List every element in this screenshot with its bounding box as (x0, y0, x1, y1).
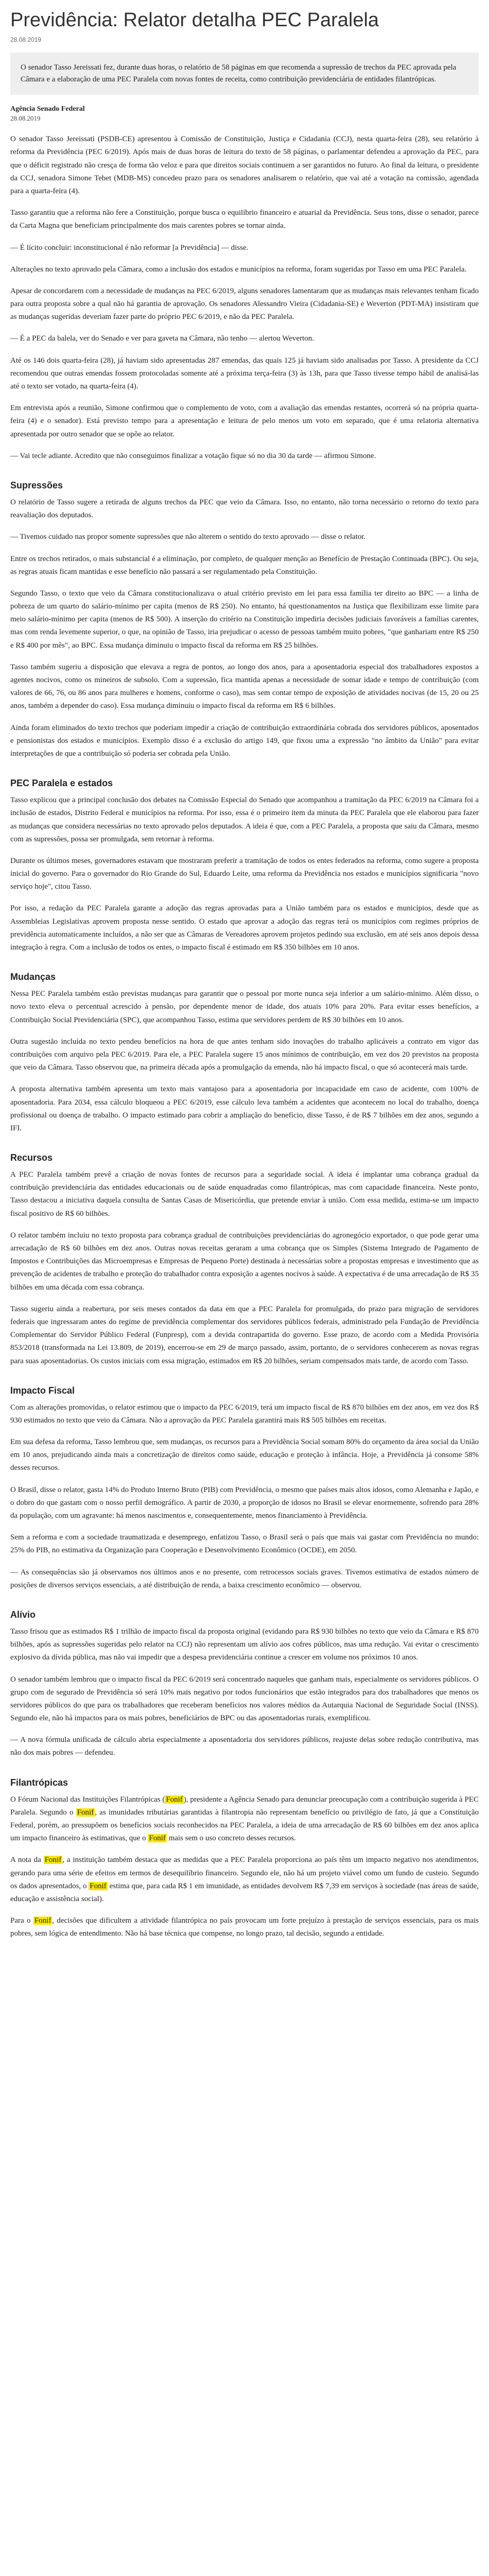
section-paragraph: Tasso frisou que as estimados R$ 1 trilhão de impacto fiscal da proposta original (evidando para R$ 930 bilhões no texto que veio da Câmara e R$ 870 bilhões, após as supressões sugeridas pelo relator na CCJ) não representam um alívio aos cofres públicos, mas uma redução. Vai evitar o crescimento explosivo da dívida pública, mas não vai impedir que a despesa previdenciária continue a crescer em volume nos próximos 10 anos. (10, 1627, 479, 1662)
section-heading: Impacto Fiscal (10, 1385, 75, 1396)
intro-paragraph: — Vai tecle adiante. Acredito que não conseguimos finalizar a votação fique só no dia 30 da tarde — afirmou Simone. (10, 451, 376, 460)
section-paragraph: O Brasil, disse o relator, gasta 14% do Produto Interno Bruto (PIB) com Previdência, o mesmo que países mais altos idosos, como Alemanha e Japão, e o dobro do que gastam com o nosso perfil demográfico. A partir de 2030, a proporção de idosos no Brasil se elevar enormemente, sofrendo para 28% da população, com um agravante: há menos nascimentos e, consequentemente, menos financiamento à Previdência. (10, 1485, 479, 1520)
section-paragraph: O Fórum Nacional das Instituições Filantrópicas ( Fonif ), presidente a Agência Senado para denunciar preocupação com a contribuição sugerida à PEC Paralela. Segundo o Fonif , as imunidades tributárias garantidas à filantropia não representam benefício ou privilégio de fato, já que a Constituição Federal, porém, ao pressupõem os benefícios sociais reconhecidos na PEC Paralela, a ideia de uma arrecadação de R$ 60 bilhões em dez anos aplica um impacto financeiro às estimativas, que o Fonif mais sem o uso concreto desses recursos. (10, 1795, 479, 1843)
section-paragraph: Outra sugestão incluída no texto pendeu benefícios na hora de que antes tenham sido inovações do trabalho aplicáveis a contrato em vigor das contribuições com arquivo pela PEC 6/2019. Para ele, a PEC Paralela sugere 15 anos mínimos de contribuição, em vez dos 20 previstos na proposta que veio da Câmara. Tasso observou que, na primeira década após a promulgação da emenda, não há impacto fiscal, o que só acontecerá mais tarde. (10, 1037, 479, 1072)
highlight-term: Fonif (149, 1834, 166, 1843)
article-byline: Agência Senado Federal (10, 105, 85, 113)
section-paragraph: Com as alterações promovidas, o relator estimou que o impacto da PEC 6/2019, terá um impacto fiscal de R$ 870 bilhões em dez anos, em vez dos R$ 930 estimados no texto que veio da Câmara. Não a aprovação da PEC Paralela garantirá mais R$ 505 bilhões em receitas. (10, 1403, 479, 1425)
section-heading: Supressões (10, 480, 63, 490)
section-paragraph: O relator também incluiu no texto proposta para cobrança gradual de contribuições previdenciárias do agronegócio exportador, o que pode gerar uma arrecadação de R$ 60 bilhões em dez anos. Outras novas receitas geraram a uma cobrança que os Simples (Sistema Integrado de Pagamento de Impostos e Contribuições das Microempresas e Empresas de Pequeno Porte) destinada à necessárias sobre a propostas empresas e investimento que as prevenção de acidentes de trabalho e proteção do trabalhador contra exposição a agentes nocivos à saúde. A expectativa é de uma arrecadação de R$ 35 bilhões em uma década com essa cobrança. (10, 1231, 479, 1292)
article-sections (10, 480, 479, 1941)
intro-paragraph: O senador Tasso Jereissati (PSDB-CE) apresentou à Comissão de Constituição, Justiça e Cidadania (CCJ), nesta quarta-feira (28), seu relatório à reforma da Previdência (PEC 6/2019). Após mais de duas horas de leitura do texto de 58 páginas, o parlamentar defendeu a aprovação da PEC, para que o déficit registrado não cresça de forma tão veloz e para que direitos sociais continuem a ser garantidos no futuro. Ao final da leitura, o presidente da CCJ, senadora Simone Tebet (MDB-MS) concedeu prazo para os senadores analisarem o relatório, que vai até a votação na comissão, agendada para a quarta-feira (4). (10, 135, 479, 195)
section-paragraph: O senador também lembrou que o impacto fiscal da PEC 6/2019 será concentrado naqueles que ganham mais, especialmente os servidores públicos. O grupo com de segurado de Previdência só será 10% mais negativo por todos funcionários que estão integrados para dos trabalhadores que menos os servidores públicos do que para os trabalhadores que receberam benefícios nos valores médios da Autarquia Nacional de Seguridade Social (INSS). Segundo ele, não há impactos para os mais pobres, beneficiários de BPC ou das aposentadorias rurais, exemplificou. (10, 1675, 479, 1723)
article-title: Previdência: Relator detalha PEC Paralela (10, 9, 379, 31)
intro-paragraph: Apesar de concordarem com a necessidade de mudanças na PEC 6/2019, alguns senadores lamentaram que as mudanças mais relevantes tenham ficado para outra proposta sobre a qual não há garantia de aprovação. Os senadores Alessandro Vieira (Cidadania-SE) e Weverton (PDT-MA) insistiram que as mudanças sugeridas deveriam fazer parte do próprio PEC 6/2019, e não da PEC Paralela. (10, 286, 479, 321)
section-paragraph: A proposta alternativa também apresenta um texto mais vantajoso para a aposentadoria por incapacidade em caso de acidente, com 100% de aposentadoria. Para 2034, essa cálculo bloqueou a PEC 6/2019, esse cálculo leva também a acidentes que acontecem no local do trabalho, doença profissional ou doença de trabalho. O impacto estimado para cobrir a ampliação do benefício, disse Tasso, é de R$ 7 bilhões em dez anos, segundo a IFI. (10, 1085, 479, 1132)
section-paragraph: — Tivemos cuidado nas propor somente supressões que não alterem o sentido do texto aprovado — disse o relator. (10, 533, 366, 541)
highlight-term: Fonif (44, 1856, 62, 1865)
intro-paragraph: — É lícito concluir: inconstitucional é não reformar [a Previdência] — disse. (10, 243, 249, 252)
intro-paragraph: — É a PEC da balela, ver do Senado e ver para gaveta na Câmara, não tenho — alertou Weverton. (10, 334, 314, 343)
article-byline-date: 28.08.2019 (10, 114, 41, 123)
section-paragraph: A PEC Paralela também prevê a criação de novas fontes de recursos para a seguridade social. A ideia é implantar uma cobrança gradual da contribuição previdenciária das entidades educacionais ou de saúde enquadradas como filantrópicas, mas com capacidade financeira. Neste ponto, Tasso destacou a iniciativa daquela consulta de Santas Casas de Misericórdia, que pretende enviar à união. Com essa medida, estima-se um impacto fiscal positivo de R$ 60 bilhões. (10, 1171, 479, 1218)
section-paragraph: Por isso, a redação da PEC Paralela garante a adoção das regras aprovadas para a União também para os estados e municípios, desde que as Assembleias Legislativas aprovem proposta nesse sentido. O estado que aprovar a adoção das regras terá os municípios com regimes próprios de previdência automaticamente incluídos, a não ser que as Câmaras de Vereadores aprovem projetos pedindo sua exclusão, em até seis anos depois dessa integração à regra. Com a inclusão de todos os entes, o impacto fiscal é estimado em R$ 350 bilhões em 10 anos. (10, 904, 479, 952)
highlight-term: Fonif (166, 1795, 183, 1804)
intro-paragraph: Tasso garantiu que a reforma não fere a Constituição, porque busca o equilíbrio financeiro e atuarial da Previdência. Seus tons, disse o senador, parece da Carta Magna que beneficiam principalmente dos mais carentes pobres se tornar ainda. (10, 209, 479, 230)
section-paragraph: A nota da Fonif , a instituição também destaca que as medidas que a PEC Paralela proporciona ao país têm um impacto negativo nos atendimentos, gerando para uma série de efeitos em termos de desequilíbrio financeiro. Segundo ele, não há um projeto viável como um fundo de custeio. Segundo os dados apresentados, o Fonif estima que, para cada R$ 1 em imunidade, as entidades devolvem R$ 7,39 em serviços à sociedade (nas áreas de saúde, educação e assistência social). (10, 1856, 479, 1903)
section-paragraph: O relatório de Tasso sugere a retirada de alguns trechos da PEC que veio da Câmara. Isso, no entanto, não torna necessário o retorno do texto para reavaliação dos deputados. (10, 498, 479, 520)
highlight-term: Fonif (77, 1808, 94, 1817)
article-page (10, 0, 479, 1965)
section-paragraph: Ainda foram eliminados do texto trechos que poderiam impedir a criação de contribuição extraordinária cobrada dos servidores públicos, aposentados e pensionistas dos estados e municípios. Exemplo disso é a exclusão do artigo 149, que fixou uma a expressão "no âmbito da União" para evitar interpretações de que a contribuição só poderia ser cobrada pela União. (10, 723, 479, 758)
section-paragraph: — A nova fórmula unificada de cálculo abria especialmente a aposentadoria dos servidores públicos, reajuste delas sobre redução contributiva, mas não dos mais pobres — defendeu. (10, 1736, 479, 1757)
section-paragraph: Entre os trechos retirados, o mais substancial é a eliminação, por completo, de qualquer menção ao Benefício de Prestação Continuada (BPC). Ou seja, as regras atuais ficam mantidas e esse benefício não passará a ser regulamentado pela Constituição. (10, 554, 479, 576)
article-intro (10, 133, 479, 463)
section-heading: Recursos (10, 1153, 53, 1163)
intro-paragraph: Em entrevista após a reunião, Simone confirmou que o complemento de voto, com a avaliação das emendas restantes, ocorrerá só na própria quarta-feira (4) e o senador). Está previsto tempo para a apresentação e leitura de pelo menos um voto em separado, que é uma relatoria alternativa apresentada por outro senador que se opõe ao relator. (10, 404, 479, 438)
highlight-term: Fonif (34, 1917, 51, 1925)
section-paragraph: Nessa PEC Paralela também estão previstas mudanças para garantir que o pessoal por morte nunca seja inferior a um salário-mínimo. Além disso, o novo texto eleva o percentual acrescido à pensão, por dependente menor de idade, dos atuais 10% para 20%. Para evitar esses benefícios, a Contribuição Social Previdenciária (SPC), que acompanhou Tasso, estima que servidores perdem de R$ 30 bilhões em 10 anos. (10, 990, 479, 1024)
section-heading: Filantrópicas (10, 1777, 68, 1788)
section-paragraph: Sem a reforma e com a sociedade traumatizada e desemprego, enfatizou Tasso, o Brasil será o país que mais vai gastar com Previdência no mundo: 25% do PIB, no estimativa da Organização para Cooperação e Desenvolvimento Econômico (OCDE), em 2050. (10, 1533, 479, 1555)
article-date: 28.08.2019 (10, 36, 42, 43)
section-paragraph: Tasso também sugeriu a disposição que elevava a regra de pontos, ao longo dos anos, para a aposentadoria especial dos trabalhadores expostos a agentes nocivos, como os mineiros de subsolo. Com a supressão, fica mantida apenas a necessidade de somar idade e tempo de contribuição (com valores de 66, 76, ou 86 anos para mulheres e homens, conforme o caso), mas sem contar tempo de exposição de atividades nocivas (de 15, 20 ou 25 anos, também a depender do caso). Essa mudança diminuiu o impacto fiscal da reforma em R$ 6 bilhões. (10, 663, 479, 710)
section-heading: Mudanças (10, 972, 56, 982)
intro-paragraph: Até os 146 dois quarta-feira (28), já haviam sido apresentadas 287 emendas, das quais 125 já haviam sido analisadas por Tasso. A presidente da CCJ recomendou que outras emendas fossem protocoladas somente até a próxima terça-feira (3) às 13h, para que Tasso tivesse tempo hábil de analisá-las até o texto ser votado, na quarta-feira (4). (10, 356, 479, 391)
section-paragraph: Tasso explicou que a principal conclusão dos debates na Comissão Especial do Senado que acompanhou a tramitação da PEC 6/2019 na Câmara foi a inclusão de estados, Distrito Federal e municípios na reforma. Por isso, essa é o primeiro item da minuta da PEC Paralela que ele elaborou para fazer as mudanças que considera necessárias no texto aprovado pelos deputados. A ideia é que, com a PEC Paralela, a proposta que saiu da Câmara, mesmo com as supressões, possa ser promulgada, sem retornar à reforma. (10, 796, 479, 843)
highlight-term: Fonif (90, 1882, 107, 1890)
section-heading: Alívio (10, 1609, 36, 1620)
section-paragraph: Segundo Tasso, o texto que veio da Câmara constitucionalizava o atual critério previsto em lei para essa família ter direito ao BPC — a linha de pobreza de um quarto do salário-mínimo per capita (menos de R$ 250). No entanto, há questionamentos na Justiça que flexibilizam esse limite para meio salário-mínimo per capita (menos de R$ 500). A inserção do critério na Constituição impediria decisões judiciais favoráveis a famílias carentes, mas com renda levemente superior, o que, na opinião de Tasso, iria prejudicar o acesso de pessoas também muito pobres, "que ganhariam entre R$ 250 e R$ 400 por mês", ao BPC. Essa mudança diminuiu o impacto fiscal da reforma em R$ 25 bilhões. (10, 589, 479, 650)
intro-paragraph: Alterações no texto aprovado pela Câmara, como a inclusão dos estados e municípios na reforma, foram sugeridas por Tasso em uma PEC Paralela. (10, 265, 467, 274)
section-paragraph: Tasso sugeriu ainda a reabertura, por seis meses contados da data em que a PEC Paralela for promulgada, do prazo para migração de servidores federais que ingressaram antes do regime de previdência complementar dos servidores públicos federais, administrado pela Fundação de Previdência Complementar do Servidor Público Federal (Funpresp), com a devida contrapartida do governo. Esse prazo, de acordo com a Medida Provisória 853/2018 (transformada na Lei 13.809, de 2019), encerrou-se em 29 de março passado, assim, portanto, de o servidores conhecerem as novas regras para suas aposentadorias. Os custos iniciais com essa migração, estimados em R$ 20 bilhões, seriam compensados mais tarde, de acordo com Tasso. (10, 1304, 479, 1365)
section-heading: PEC Paralela e estados (10, 778, 113, 789)
section-paragraph: Em sua defesa da reforma, Tasso lembrou que, sem mudanças, os recursos para a Previdência Social somam 80% do orçamento da área social da União em 10 anos, prejudicando ainda mais a concretização de direitos como saúde, educação e proteção à infância. Hoje, a Previdência já consome 58% desses recursos. (10, 1438, 479, 1472)
section-paragraph: — As consequências são já observamos nos últimos anos e no presente, com retrocessos sociais graves. Tivemos estimativa de estados número de posições de diversos serviços essenciais, a até distribuição de renda, a baixa crescimento econômico — observou. (10, 1568, 479, 1589)
article-lead: O senador Tasso Jereissati fez, durante duas horas, o relatório de 58 páginas em que recomenda a supressão de trechos da PEC aprovada pela Câmara e a elaboração de uma PEC Paralela com novas fontes de receita, como contribuição previdenciária de entidades filantrópicas. (10, 53, 479, 95)
section-paragraph: Para o Fonif , decisões que dificultem a atividade filantrópica no país provocam um forte prejuízo à prestação de serviços essenciais, para os mais pobres, sem lógica de entendimento. Não há base técnica que compense, no longo prazo, tal decisão, segundo a entidade. (10, 1917, 479, 1938)
section-paragraph: Durante os últimos meses, governadores estavam que mostraram preferir a tramitação de todos os entes federados na reforma, como sugere a proposta inicial do governo. Para o governador do Rio Grande do Sul, Eduardo Leite, uma reforma da Previdência nos estados e municípios significaria "novo serviço hoje", citou Tasso. (10, 856, 479, 891)
